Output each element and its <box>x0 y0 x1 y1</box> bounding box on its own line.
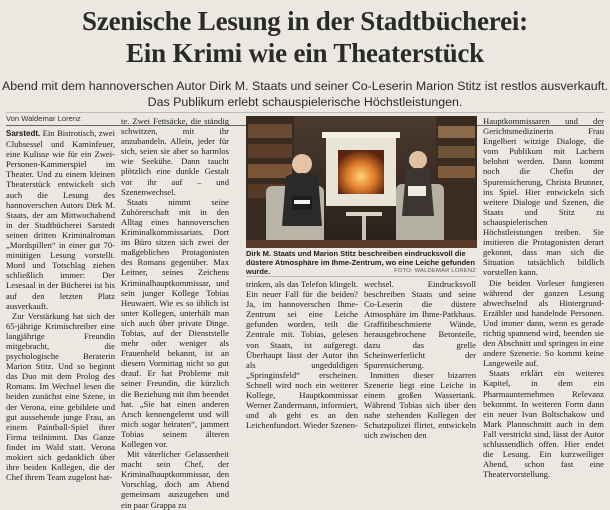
paragraph: Hauptkommissaren und der Gerichtsmedizinerin Frau Engelbert witzige Dialoge, die vom Publikum mit Lachern belohnt werden. Dann kommt noch die Chefin der Spurensicherung, Christa Brunner, ins Spiel. Hier entwickeln sich weitere Dialoge und Szenen, die Staats und Stitz zu schauspielerischen Höchstleistungen treiben. Sie imitieren die Protagonisten derart gekonnt, dass man sich die Situation tatsächlich bildlich vorstellen kann. <box>483 116 604 278</box>
article-column-2 <box>121 116 229 510</box>
photo-scene-image <box>246 116 477 248</box>
paragraph: te. Zwei Fettsäcke, die ständig schwitzen, mit ihr anzubandeln. Allein, jeder für sich, seien sie aber so harmlos wie Seekühe. Dann taucht plötzlich eine dunkle Gestalt vor ihr auf – und Szenenwechsel. <box>121 116 229 197</box>
paragraph-text: Ein Bistrotisch, zwei Clubsessel und Kaminfeuer, eine Kulisse wie für ein Zwei-Personen-Kammerspiel im Theater. Und zu einem kleinen Theaterstück entwickelt sich auch die Lesung des hannoverschen Autors Dirk M. Staats, der am Mittwochabend in der Stadtbücherei Sarstedt seinen dritten Kriminalroman „Mordspillen“ in einer gut 70-minütigen Lesung vorstellt. Mord und Totschlag ziehen schließlich immer: Der Lesesaal in der Bücherei ist bis auf den letzten Platz ausverkauft. <box>6 128 115 311</box>
paragraph: trinken, als das Telefon klingelt. Ein neuer Fall für die beiden? Ja, im hannoverschen Ihme-Zentrum sei eine Leiche gefunden worden, teilt die Zentrale mit. Tobias, gelesen von Staats, ist aufgeregt. Überhaupt lässt der Autor ihn als ungeduldigen „Springinsfeld“ erscheinen. Schnell wird noch ein weiterer Kollege, Hauptkommissar Werner Zandermann, informiert, und ab geht es an den Leichenfundort. Wieder Szenen- <box>246 279 358 431</box>
article-photo <box>246 116 477 248</box>
article-column-3 <box>246 279 358 431</box>
photo-credit: FOTO: WALDEMAR LORENZ <box>394 268 476 274</box>
paragraph: Staats erklärt ein weiteres Kapitel, in dem ein Pharmaunternehmen Relevanz bekommt. In weiteren Form dann ein neuer Ivan Boltschakow und Mark Plannschmitt auch in dem Fall verstrickt sind, lässt der Autor schlussendlich offen. Hier endet die Lesung. Ein kurzweiliger Abend, schon fast eine Theatervorstellung. <box>483 368 604 480</box>
article-column-1 <box>6 128 115 483</box>
photo-caption: Dirk M. Staats und Marion Stitz beschreiben eindrucksvoll die düstere Atmosphäre im Ihme-Zentrum, wo eine Leiche gefunden wurde. <box>246 249 475 276</box>
paragraph: Mit väterlicher Gelassenheit macht sein Chef, der Kriminalhauptkommissar, den Vorschlag, doch am Abend gemeinsam auszugehen und ein paar Grappa zu <box>121 449 229 510</box>
paragraph: Die beiden Vorleser fungieren während der ganzen Lesung abwechselnd als Hintergrund-Erzähler und handelnde Personen. Und immer dann, wenn es gerade richtig spannend wird, beenden sie den Abschnitt und springen in eine andere Szenerie. So kommt keine Langeweile auf. <box>483 277 604 369</box>
dateline: Sarstedt. <box>6 129 41 138</box>
divider <box>246 276 476 277</box>
article-column-5 <box>483 116 604 480</box>
article-column-4 <box>364 279 476 441</box>
paragraph: Staats nimmt seine Zuhörerschaft mit in den Alltag eines hannoverschen Kriminalkommissariats. Dort im Büro sitzen sich zwei der maßgeblichen Protagonisten des Romans gegenüber. Max Leitner, seines Zeichens Kriminalhauptkommissar, und sein junger Kollege Tobias Heuwaert. Wie es so üblich ist unter Kollegen, unterhält man sich auch über private Dinge. Tobias, auf der Dienststelle mehr oder weniger als Frauenheld bekannt, ist an diesem Vormittag nicht so gut drauf. Er hat Probleme mit seiner Freundin, die kürzlich die Beziehung mit ihm beendet hat. „Sie hat einen anderen Arsch kennengelernt und will mich sogar heiraten“, jammert Tobias seinem älteren Kollegen vor. <box>121 196 229 449</box>
deck-line-1: Abend mit dem hannoverschen Autor Dirk M. Staats und seiner Co-Leserin Marion Stitz ist restlos ausverkauft. <box>1 79 609 93</box>
paragraph: Inmitten dieser bizarren Szenerie liegt eine Leiche in einem großen Wassertank. Während Tobias sich über den nahe stehenden Kollegen der Schutzpolizei flirtet, entwickeln sich zwischen den <box>364 369 476 441</box>
divider <box>6 112 604 113</box>
paragraph: Zur Verstärkung hat sich der 65-jährige Krimischreiber eine langjährige Freundin mitgebracht, die psychologische Beraterin Marion Stitz. Und so beginnt das Duo mit dem Prolog des Romans. Im Wechsel lesen die beiden zunächst eine Szene, in der Verona, eine gebildete und gut aussehende junge Frau, an einem Paintball-Spiel ihrer Firma teilnimmt. Das Ganze findet im Wald statt. Verona mokiert sich gedanklich über ihre beiden Kollegen, die der Chef ihrem Team zugelost hat- <box>6 310 115 483</box>
paragraph <box>6 128 115 311</box>
headline-line-1: Szenische Lesung in der Stadtbücherei: <box>82 6 528 36</box>
headline-line-2: Ein Krimi wie ein Theaterstück <box>126 38 484 68</box>
byline: Von Waldemar Lorenz <box>6 114 81 123</box>
deck-line-2: Das Publikum erlebt schauspielerische Höchstleistungen. <box>147 95 463 109</box>
paragraph: wechsel. Eindrucksvoll beschreiben Staats und seine Co-Leserin die düstere Atmosphäre im Ihme-Parkhaus. Graffitibeschmierte Wände, herausgebrochene Betonteile, dazu das grelle Scheinwerferlicht der Spurensicherung. <box>364 279 476 370</box>
